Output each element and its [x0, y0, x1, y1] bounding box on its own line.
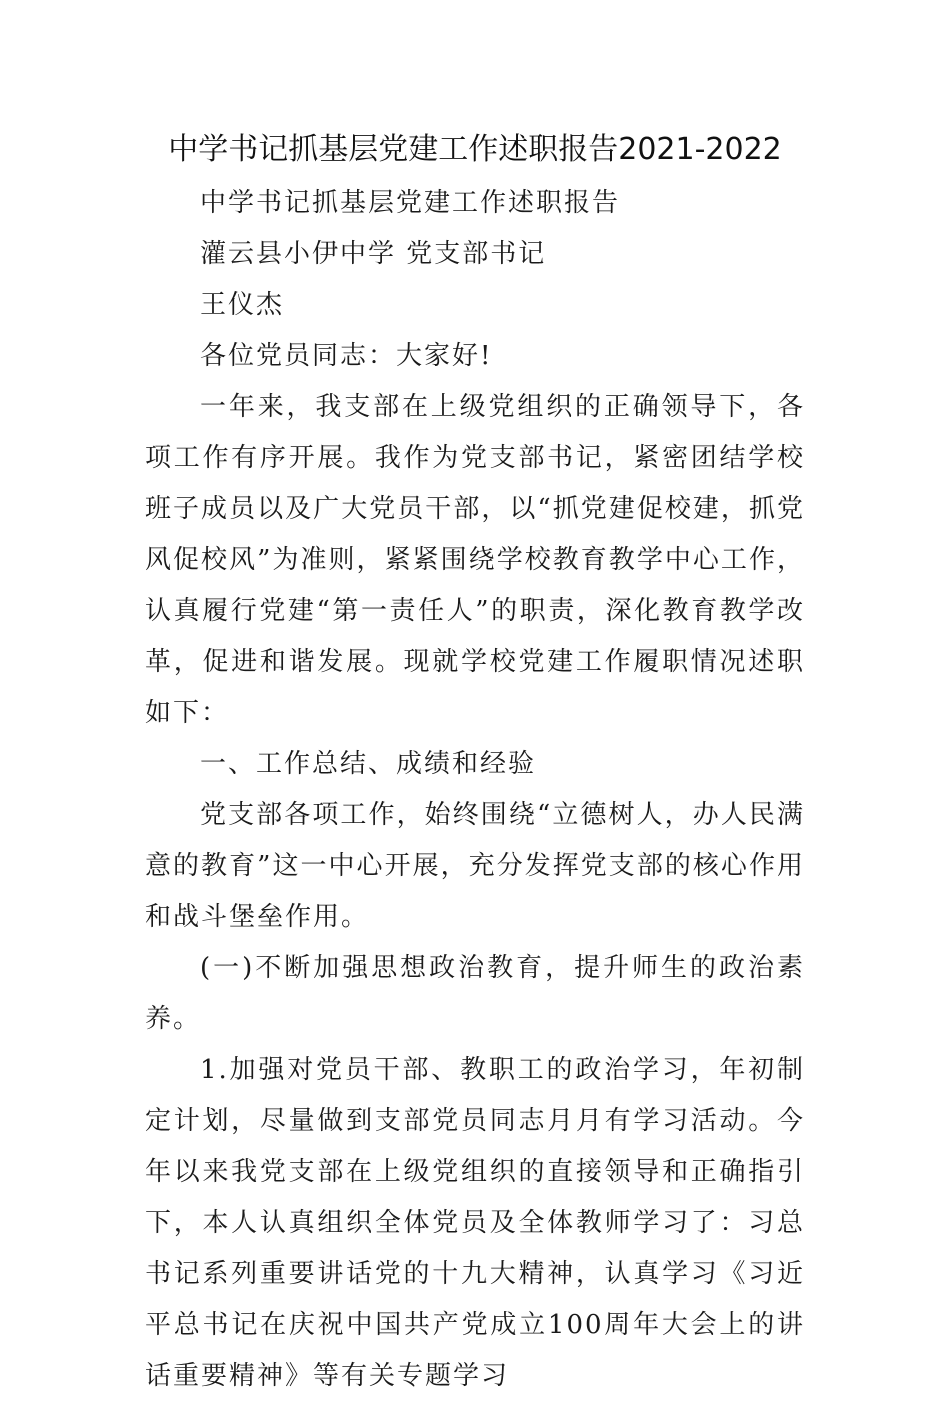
section-heading-1: 一、工作总结、成绩和经验 [200, 749, 537, 779]
subsection-heading-1: (一)不断加强思想政治教育，提升师生的政治素养。 [145, 953, 805, 1034]
section-1-paragraph: 党支部各项工作，始终围绕“立德树人，办人民满意的教育”这一中心开展，充分发挥党支部的核心作用和战斗堡垒作用。 [145, 800, 805, 932]
intro-paragraph: 一年来，我支部在上级党组织的正确领导下，各项工作有序开展。我作为党支部书记，紧密团结学校班子成员以及广大党员干部，以“抓党建促校建，抓党风促校风”为准则，紧紧围绕学校教育教学中心工作，认真履行党建“第一责任人”的职责，深化教育教学改革，促进和谐发展。现就学校党建工作履职情况述职如下： [145, 392, 805, 728]
report-subtitle: 中学书记抓基层党建工作述职报告 [200, 188, 621, 218]
document-body [145, 178, 805, 1402]
salutation: 各位党员同志：大家好! [200, 341, 493, 371]
subsection-1-paragraph: 1.加强对党员干部、教职工的政治学习，年初制定计划，尽量做到支部党员同志月月有学习活动。今年以来我党支部在上级党组织的直接领导和正确指引下，本人认真组织全体党员及全体教师学习了：习总书记系列重要讲话党的十九大精神，认真学习《习近平总书记在庆祝中国共产党成立100周年大会上的讲话重要精神》等有关专题学习 [145, 1055, 805, 1391]
author-affiliation: 灌云县小伊中学 党支部书记 [200, 239, 547, 269]
document-title: 中学书记抓基层党建工作述职报告2021-2022 [168, 132, 782, 167]
author-name: 王仪杰 [200, 290, 285, 320]
